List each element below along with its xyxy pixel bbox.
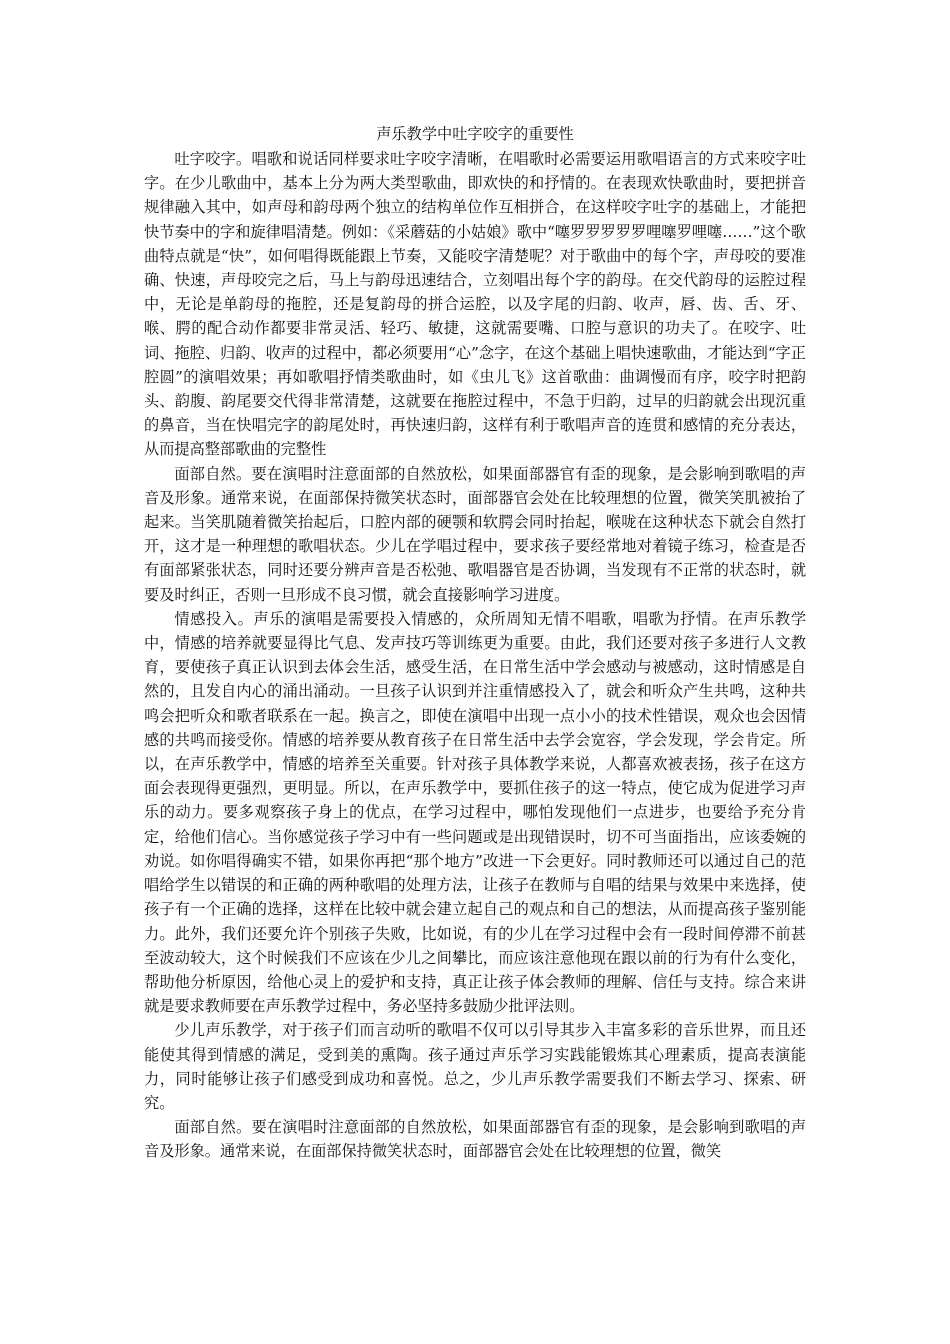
paragraph-conclusion: 少儿声乐教学，对于孩子们而言动听的歌唱不仅可以引导其步入丰富多彩的音乐世界，而且还能使其得到情感的满足，受到美的熏陶。孩子通过声乐学习实践能锻炼其心理素质，提高表演能力，同时能够让孩子们感受到成功和喜悦。总之，少儿声乐教学需要我们不断去学习、探索、研究。 — [144, 1021, 806, 1112]
document-title: 声乐教学中吐字咬字的重要性 — [376, 125, 574, 143]
paragraph-facial-relaxation-repeat: 面部自然。要在演唱时注意面部的自然放松，如果面部器官有歪的现象，是会影响到歌唱的声音及形象。通常来说，在面部保持微笑状态时，面部器官会处在比较理想的位置，微笑 — [144, 1118, 806, 1161]
paragraph-emotional-input: 情感投入。声乐的演唱是需要投入情感的，众所周知无情不唱歌，唱歌为抒情。在声乐教学中，情感的培养就要显得比气息、发声技巧等训练更为重要。由此，我们还要对孩子多进行人文教育，要使孩子真正认识到去体会生活，感受生活，在日常生活中学会感动与被感动，这时情感是自然的，且发自内心的涌出涌动。一旦孩子认识到并注重情感投入了，就会和听众产生共鸣，这种共鸣会把听众和歌者联系在一起。换言之，即使在演唱中出现一点小小的技术性错误，观众也会因情感的共鸣而接受你。情感的培养要从教育孩子在日常生活中去学会宽容，学会发现，学会肯定。所以，在声乐教学中，情感的培养至关重要。针对孩子具体教学来说，人都喜欢被表扬，孩子在这方面会表现得更强烈，更明显。所以，在声乐教学中，要抓住孩子的这一特点，使它成为促进学习声乐的动力。要多观察孩子身上的优点，在学习过程中，哪怕发现他们一点进步，也要给予充分肯定，给他们信心。当你感觉孩子学习中有一些问题或是出现错误时，切不可当面指出，应该委婉的劝说。如你唱得确实不错，如果你再把“那个地方”改进一下会更好。同时教师还可以通过自己的范唱给学生以错误的和正确的两种歌唱的处理方法，让孩子在教师与自唱的结果与效果中来选择，使孩子有一个正确的选择，这样在比较中就会建立起自己的观点和自己的想法，从而提高孩子鉴别能力。此外，我们还要允许个别孩子失败，比如说，有的少儿在学习过程中会有一段时间停滞不前甚至波动较大，这个时候我们不应该在少儿之间攀比，而应该注意他现在跟以前的行为有什么变化，帮助他分析原因，给他心灵上的爱护和支持，真正让孩子体会教师的理解、信任与支持。综合来讲就是要求教师要在声乐教学过程中，务必坚持多鼓励少批评法则。 — [144, 609, 806, 1016]
paragraph-facial-relaxation: 面部自然。要在演唱时注意面部的自然放松，如果面部器官有歪的现象，是会影响到歌唱的声音及形象。通常来说，在面部保持微笑状态时，面部器官会处在比较理想的位置，微笑笑肌被抬了起来。当笑肌随着微笑抬起后，口腔内部的硬颚和软腭会同时抬起，喉咙在这种状态下就会自然打开，这才是一种理想的歌唱状态。少儿在学唱过程中，要求孩子要经常地对着镜子练习，检查是否有面部紧张状态，同时还要分辨声音是否松弛、歌唱器官是否协调，当发现有不正常的状态时，就要及时纠正，否则一旦形成不良习惯，就会直接影响学习进度。 — [144, 464, 806, 604]
paragraph-pronunciation: 吐字咬字。唱歌和说话同样要求吐字咬字清晰，在唱歌时必需要运用歌唱语言的方式来咬字吐字。在少儿歌曲中，基本上分为两大类型歌曲，即欢快的和抒情的。在表现欢快歌曲时，要把拼音规律融入其中，如声母和韵母两个独立的结构单位作互相拼合，在这样咬字吐字的基础上，才能把快节奏中的字和旋律唱清楚。例如：《采蘑菇的小姑娘》歌中“噻罗罗罗罗罗哩噻罗哩噻……”这个歌曲特点就是“快”，如何唱得既能跟上节奏，又能咬字清楚呢？对于歌曲中的每个字，声母咬的要准确、快速，声母咬完之后，马上与韵母迅速结合，立刻唱出每个字的韵母。在交代韵母的运腔过程中，无论是单韵母的拖腔，还是复韵母的拼合运腔，以及字尾的归韵、收声，唇、齿、舌、牙、喉、腭的配合动作都要非常灵活、轻巧、敏捷，这就需要嘴、口腔与意识的功夫了。在咬字、吐词、拖腔、归韵、收声的过程中，都必须要用“心”念字，在这个基础上唱快速歌曲，才能达到“字正腔圆”的演唱效果；再如歌唱抒情类歌曲时，如《虫儿飞》这首歌曲：曲调慢而有序，咬字时把韵头、韵腹、韵尾要交代得非常清楚，这就要在拖腔过程中，不急于归韵，过早的归韵就会出现沉重的鼻音，当在快唱完字的韵尾处时，再快速归韵，这样有利于歌唱声音的连贯和感情的充分表达，从而提高整部歌曲的完整性 — [144, 150, 806, 459]
document-page — [144, 121, 806, 1164]
